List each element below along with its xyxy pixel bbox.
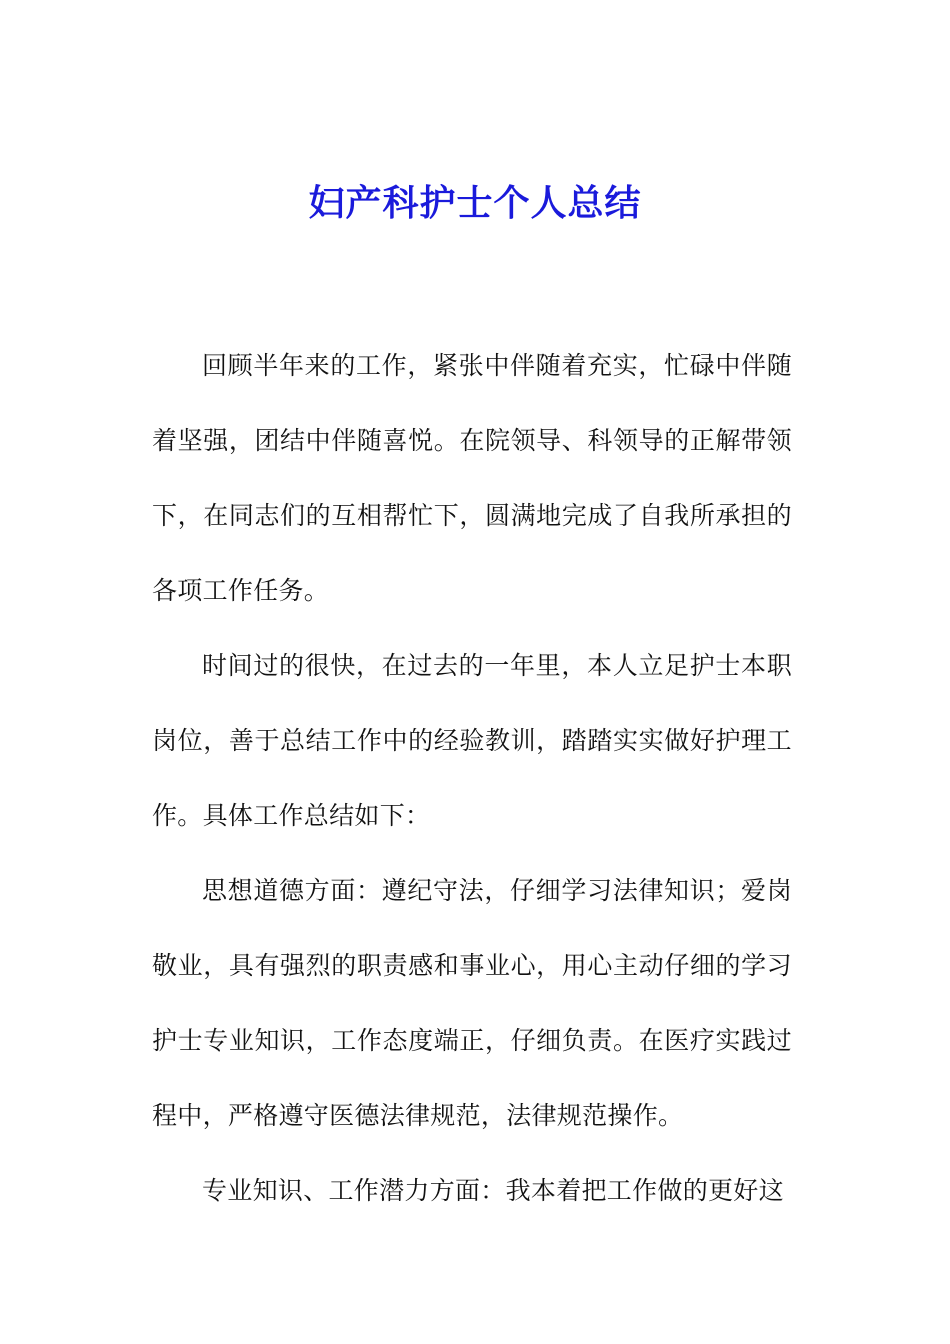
document-title: 妇产科护士个人总结 (308, 182, 642, 224)
paragraph-time: 时间过的很快，在过去的一年里，本人立足护士本职岗位，善于总结工作中的经验教训，踏踏实实做好护理工作。具体工作总结如下： (152, 651, 792, 830)
paragraph-expertise: 专业知识、工作潜力方面：我本着把工作做的更好这 (202, 1176, 784, 1205)
paragraph-ethics: 思想道德方面：遵纪守法，仔细学习法律知识；爱岗敬业，具有强烈的职责感和事业心，用心主动仔细的学习护士专业知识，工作态度端正，仔细负责。在医疗实践过程中，严格遵守医德法律规范，法律规范操作。 (152, 876, 792, 1130)
paragraph-review: 回顾半年来的工作，紧张中伴随着充实，忙碌中伴随着坚强，团结中伴随喜悦。在院领导、科领导的正解带领下，在同志们的互相帮忙下，圆满地完成了自我所承担的各项工作任务。 (152, 351, 792, 605)
document-body (152, 328, 792, 1228)
